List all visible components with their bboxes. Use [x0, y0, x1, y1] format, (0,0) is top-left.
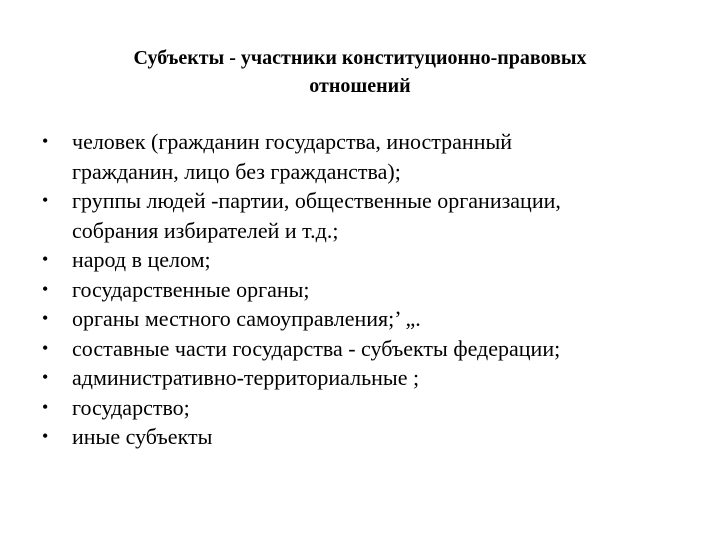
list-item-text: составные части государства - субъекты федерации; — [72, 335, 561, 361]
slide-title-line-1: Субъекты - участники конституционно-правовых — [133, 47, 587, 69]
bullet-icon: • — [42, 278, 49, 299]
list-item-text-continued: гражданин, лицо без гражданства); — [72, 158, 401, 184]
list-item — [40, 393, 700, 423]
list-item-text: государственные органы; — [72, 276, 310, 302]
bullet-icon: • — [42, 396, 49, 417]
list-item — [40, 127, 700, 186]
list-item — [40, 275, 700, 305]
bullet-icon: • — [42, 249, 49, 269]
slide-title — [80, 44, 640, 100]
list-item-text-continued: собрания избирателей и т.д.; — [72, 217, 339, 243]
list-item — [40, 334, 700, 364]
list-item-text: человек (гражданин государства, иностранный — [72, 129, 513, 154]
list-item-text: народ в целом; — [72, 247, 211, 272]
bullet-icon: • — [42, 337, 49, 358]
list-item-text: административно-территориальные ; — [72, 365, 420, 390]
list-item — [40, 422, 700, 452]
list-item-text: группы людей -партии, общественные организации, — [72, 188, 561, 213]
list-item — [40, 304, 700, 334]
list-item — [40, 186, 700, 245]
bullet-icon: • — [42, 190, 49, 210]
bullet-icon: • — [42, 426, 49, 446]
bullet-list — [40, 127, 700, 452]
bullet-icon: • — [42, 131, 49, 151]
list-item-text: органы местного самоуправления;’ „. — [72, 306, 421, 331]
list-item — [40, 245, 700, 275]
bullet-icon: • — [42, 308, 49, 328]
slide-title-line-2: отношений — [309, 75, 411, 97]
bullet-icon: • — [42, 367, 49, 387]
list-item-text: иные субъекты — [72, 424, 213, 449]
list-item — [40, 363, 700, 393]
list-item-text: государство; — [72, 394, 190, 420]
